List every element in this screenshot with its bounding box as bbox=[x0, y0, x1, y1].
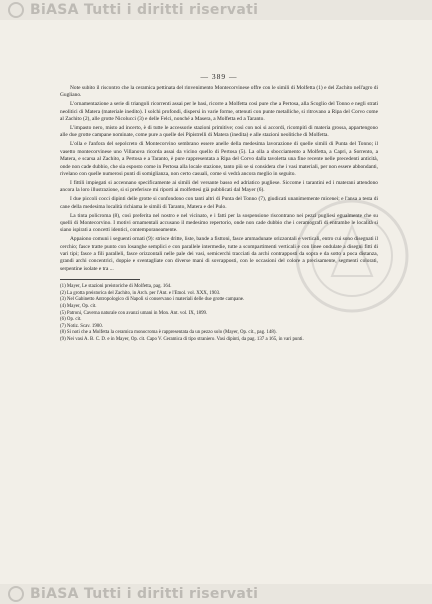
footnote: (8) Si noti che a Molfetta la ceramica monocroma è rappresentata da un pezzo solo (Mayer, Op. cit., pag. 148). bbox=[60, 330, 277, 336]
biasa-logo-icon bbox=[8, 2, 24, 18]
footnotes bbox=[60, 284, 378, 343]
watermark-text-top: BiASA Tutti i diritti riservati bbox=[30, 2, 259, 18]
body-text bbox=[60, 85, 378, 273]
footnote: (5) Patroni, Caverna naturale con avanzi umani in Mon. Ant. vol. IX, 1899. bbox=[60, 310, 208, 316]
footnote: (1) Mayer, Le stazioni preistoriche di Molfetta, pag. 164. bbox=[60, 284, 172, 290]
paragraph: L'impasto nero, misto ad incerto, è di tutte le accessorie stazioni primitive; così con noi si accordi, ricompitì di materia grossa, appartengono alle due grotte campane nominate, come pure a quelle dei Pipistrelli di Matera (inedita) e alle stazioni neolitiche di Molfetta. bbox=[60, 125, 378, 139]
paragraph: Note subito il riscontro che la ceramica pettinata del rinvenimento Montecorvinese offre con le simili di Molfetta (1) e del Zachito nell'agro di Gugliano. bbox=[60, 85, 378, 99]
footnote: (2) La grotta preistorica del Zachito, in Arch. per l'Ant. e l'Etnol. vol. XXX, 1903. bbox=[60, 290, 221, 296]
biasa-logo-icon bbox=[8, 586, 24, 602]
footnote: (4) Mayer, Op. cit. bbox=[60, 304, 97, 310]
paragraph: I fittili impiegati si accennano specificamente ai simili del versante basso ed adriatico pugliese. Siccome i tarantini ed i materani attendono ancora la loro illustrazione, si si preferisce mi riporti ai molfettesi già pubblicati dal Mayer (6). bbox=[60, 179, 378, 194]
footnote-divider bbox=[60, 279, 140, 280]
paragraph: Appaiono comuni i seguenti ornati (9): strisce dritte, liste, bande a fisttoni, fasce ammadunate orizzontali e verticali, entro cui sono disegnati il cerchio; fasce tratte punto con losanghe semplici e con parallele intermedie, tutte a scompartimenti verticali e con linee ondulate a disegni fitti di vari tipi; fasce a fili paralleli, fasce orizzontali nelle pale dei vasi, semicerchi tracciati da archi contrapposti da sopra e da sotto a poca distanza, grandi archi concentrici, doppie e sventagliate con diverse mani di sovrapposti, con le occasioni del colore a precisamente, segmenti colorati, serpentine isolate e tra ... bbox=[60, 236, 378, 272]
document-page bbox=[60, 72, 378, 344]
footnote: (3) Nel Gabinetto Antropologico di Napoli si conservano i materiali delle due grotte campane. bbox=[60, 297, 245, 303]
footnote: (6) Op. cit. bbox=[60, 317, 82, 323]
watermark-banner-top bbox=[0, 0, 432, 20]
footnote: (9) Nei vasi A. B. C. D. e in Mayer, Op. cit. Capo V. Ceramica di tipo straniero. Vasi dipinti, da pag. 137 a 165, in vari punti. bbox=[60, 337, 304, 342]
page-number: — 389 — bbox=[200, 72, 238, 81]
paragraph: I due piccoli cocci dipinti delle grotte si confondono con tanti altri di Punta del Tonno (7), giudicati unanimemente micenei; e l'ansa a testa di cane della medesima località richiama le simili di Taranto, Matera e del Pulo. bbox=[60, 196, 378, 210]
paragraph: La tinta policroma (8), così preferita nel nostro e nel vicinato, e i fatti per la sospensione riscontrano nei pezzi pugliesi egualmente che su quelli di Montecorvino. I motivi ornamentali accusano il medesimo repertorio, onde non cade dubbio che i ceramografi di entrambe le località si siano ispirati a concetti identici, contemporaneamente. bbox=[60, 212, 378, 234]
watermark-text-bottom: BiASA Tutti i diritti riservati bbox=[30, 586, 259, 602]
paragraph: L'olla e l'anfora del sepolcreto di Montecorvino sembrano essere anelle della medesima lavorazione di quelle simili di Punta del Tonno; il vasetto montecorvinese uno Villanova ricorda assai da vicino quello di Pertosa (5). La olla a sbocciamento a Molfetta, a Capri, a Sorrento, a Matera, e scarsa al Zachito, a Pertosa e a Taranto, è pure rappresentata a Ripa del Corvo dalla tavoletta una fine recente nelle precedenti anticità, onde non cade dubbio, che sia esposto come in Pertosa alla locale stazione, tanto più se si considera che i vasi materiali, per non essere abbondanti, rivelano con quelle numerosi punti di somiglianza, non certo casuali, come si vedrà ancora meglio in seguito. bbox=[60, 141, 378, 177]
watermark-banner-bottom bbox=[0, 584, 432, 604]
paragraph: L'ornamentazione a serie di triangoli ricorrenti assai per le basi, ricorre a Molfetta così pure che a Pertosa, alla Scoglio del Tonno e negli strati neolitici di Matera (materiale inedito). I solchi profondi, dispersi in varie forme, ottenuti con punte metalliche, si ritrovano a Ripa del Corvo come al Zachito (2), alle grotte Nicolucci (3) e delle Felci, nonché a Masera, a Molfetta ed a Taranto. bbox=[60, 101, 378, 123]
footnote: (7) Notiz. Scav. 1900. bbox=[60, 323, 103, 329]
